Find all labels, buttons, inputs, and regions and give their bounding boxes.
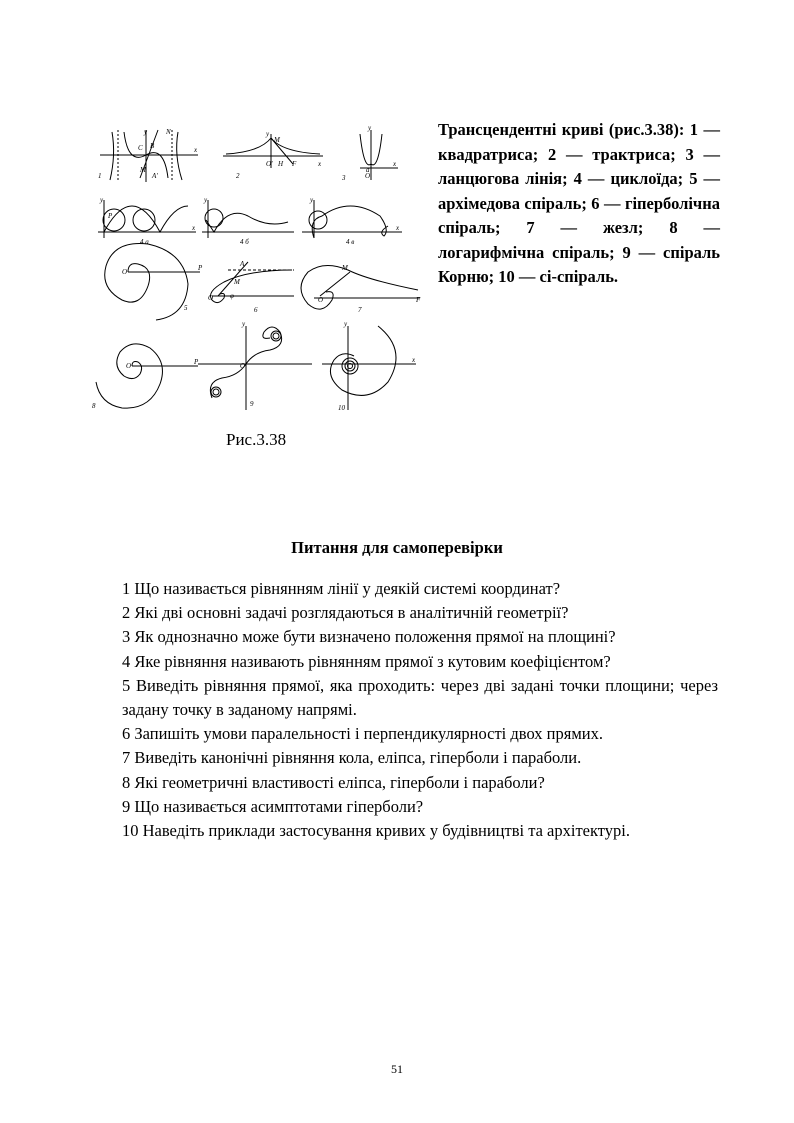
label-B: B — [150, 142, 155, 150]
label-x-3: x — [393, 160, 397, 168]
curve-lituus — [301, 264, 421, 314]
question-2: 2 Які дві основні задачі розглядаються в аналітичній геометрії? — [122, 603, 569, 623]
label-4a: 4 a — [140, 238, 149, 246]
label-1: 1 — [98, 172, 102, 180]
label-M-6: M — [234, 278, 240, 286]
label-O-5: O — [122, 268, 128, 276]
question-6: 6 Запишіть умови паралельності і перпендикулярності двох прямих. — [122, 724, 603, 744]
label-y-2: y — [266, 130, 270, 138]
curves-description: Трансцендентні криві (рис.3.38): 1 — квадратриса; 2 — трактриса; 3 — ланцюгова лінія; 4 — циклоїда; 5 — архімедова спіраль; 6 — гіперболічна спіраль; 7 — жезл; 8 — логарифмічна спіраль; 9 — спіраль Корню; 10 — сі-спіраль. — [438, 120, 720, 286]
figure-transcendental-curves — [88, 120, 428, 420]
label-x-2: x — [318, 160, 322, 168]
label-5: 5 — [184, 304, 188, 312]
curve-log-spiral — [92, 344, 199, 410]
label-M-2: M — [274, 136, 280, 144]
questions-list — [122, 577, 718, 843]
label-3: 3 — [342, 174, 346, 182]
question-3: 3 Як однозначно може бути визначено положення прямої на площині? — [122, 627, 616, 647]
curve-cycloid-c — [302, 196, 402, 246]
label-x-10: x — [412, 356, 416, 364]
label-O-8: O — [126, 362, 132, 370]
label-2: 2 — [236, 172, 240, 180]
question-5: 5 Виведіть рівняння прямої, яка проходить: через дві задані точки площини; через задану точку в заданому напрямі. — [122, 675, 718, 720]
curve-tractrix — [223, 130, 323, 180]
label-H: H — [278, 160, 284, 168]
label-O-6: O — [208, 294, 214, 302]
label-y-4c: y — [310, 196, 314, 204]
curve-hyperbolic-spiral — [208, 260, 294, 314]
label-y-4b: y — [204, 196, 208, 204]
section-title: Питання для самоперевірки — [291, 538, 503, 557]
label-y-10: y — [344, 320, 348, 328]
curve-cycloid-a — [98, 196, 196, 246]
question-4: 4 Яке рівняння називають рівнянням прямої з кутовим коефіцієнтом? — [122, 651, 611, 671]
label-F-2: F — [292, 160, 297, 168]
question-10: 10 Наведіть приклади застосування кривих у будівництві та архітектурі. — [122, 821, 631, 841]
label-7: 7 — [358, 306, 362, 314]
label-4b: 4 б — [240, 238, 249, 246]
question-9: 9 Що називається асимптотами гіперболи? — [122, 796, 424, 816]
label-O-prime: O' — [266, 160, 273, 168]
question-7: 7 Виведіть канонічні рівняння кола, еліпса, гіперболи і параболи. — [122, 748, 582, 768]
label-6: 6 — [254, 306, 258, 314]
curve-cycloid-b — [202, 196, 294, 246]
label-F-7: F — [416, 296, 421, 304]
curve-archimedes-spiral — [105, 243, 203, 320]
label-10: 10 — [338, 404, 345, 412]
label-x-1: x — [194, 146, 198, 154]
label-A-prime: A' — [152, 172, 158, 180]
label-8: 8 — [92, 402, 96, 410]
label-A: A — [240, 260, 245, 268]
label-x-4a: x — [192, 224, 196, 232]
label-a: a — [366, 166, 370, 174]
label-O-9: O — [240, 362, 246, 370]
page-number: 51 — [391, 1062, 403, 1076]
label-y-1: y — [144, 128, 148, 136]
label-M-1: M — [140, 166, 146, 174]
curve-quadratrix — [98, 128, 198, 182]
label-O-3: O — [365, 172, 371, 180]
question-8: 8 Які геометричні властивості еліпса, гіперболи і параболи? — [122, 772, 545, 792]
curve-ci-spiral — [322, 320, 416, 412]
curve-catenary — [341, 124, 398, 182]
label-C: C — [138, 144, 143, 152]
label-N: N — [166, 128, 171, 136]
label-M-7: M — [342, 264, 348, 272]
label-y-9: y — [242, 320, 246, 328]
label-y-3: y — [368, 124, 372, 132]
label-P-8: P — [194, 358, 199, 366]
question-1: 1 Що називається рівнянням лінії у деякій системі координат? — [122, 579, 561, 598]
label-O-7: O — [318, 296, 324, 304]
label-phi: φ — [230, 292, 234, 300]
label-y-4a: y — [100, 196, 104, 204]
label-4c: 4 в — [346, 238, 355, 246]
label-P-4a: P — [108, 212, 113, 220]
curves-drawing — [88, 120, 428, 420]
label-9: 9 — [250, 400, 254, 408]
curve-cornu-spiral — [198, 320, 312, 410]
figure-caption: Рис.3.38 — [226, 430, 287, 449]
label-P-5: P — [198, 264, 203, 272]
label-x-4c: x — [396, 224, 400, 232]
